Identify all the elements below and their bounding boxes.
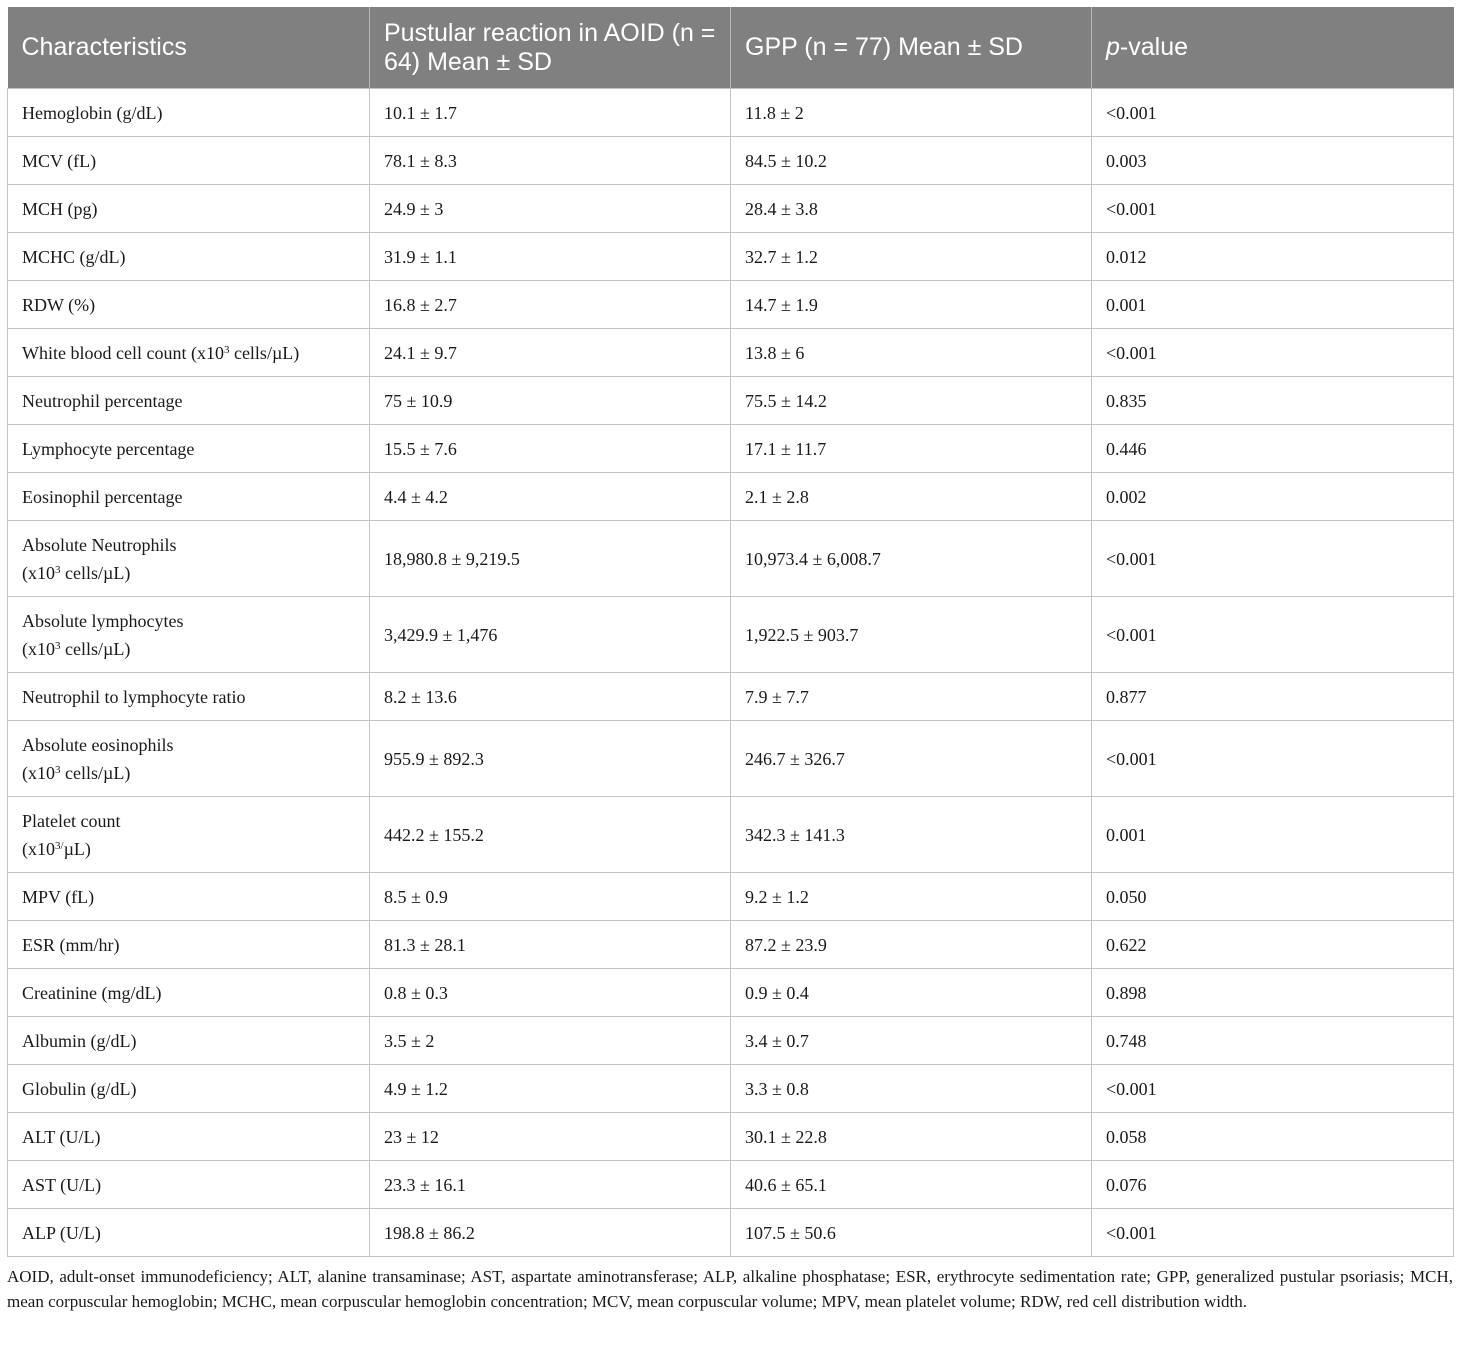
aoid-value: 24.9 ± 3 <box>370 185 731 233</box>
aoid-value: 18,980.8 ± 9,219.5 <box>370 521 731 597</box>
label-text: White blood cell count (x10 <box>22 342 224 363</box>
row-label: Creatinine (mg/dL) <box>8 969 370 1017</box>
aoid-value: 31.9 ± 1.1 <box>370 233 731 281</box>
aoid-value: 3.5 ± 2 <box>370 1017 731 1065</box>
label-line1: Absolute Neutrophils <box>22 534 177 555</box>
gpp-value: 30.1 ± 22.8 <box>731 1113 1092 1161</box>
p-value: 0.898 <box>1092 969 1454 1017</box>
table-row <box>8 1017 1454 1065</box>
gpp-value: 10,973.4 ± 6,008.7 <box>731 521 1092 597</box>
p-value: 0.012 <box>1092 233 1454 281</box>
row-label: ALP (U/L) <box>8 1209 370 1257</box>
label-text: (x10 <box>22 638 55 659</box>
p-value: 0.446 <box>1092 425 1454 473</box>
row-label <box>8 597 370 673</box>
p-value: 0.002 <box>1092 473 1454 521</box>
aoid-value: 16.8 ± 2.7 <box>370 281 731 329</box>
table-container <box>7 7 1453 1314</box>
table-row <box>8 1161 1454 1209</box>
aoid-value: 81.3 ± 28.1 <box>370 921 731 969</box>
label-text-unit: µL) <box>63 838 91 859</box>
header-p-suffix: -value <box>1119 33 1188 61</box>
aoid-value: 442.2 ± 155.2 <box>370 797 731 873</box>
gpp-value: 107.5 ± 50.6 <box>731 1209 1092 1257</box>
label-superscript: 3 <box>55 563 61 576</box>
gpp-value: 9.2 ± 1.2 <box>731 873 1092 921</box>
row-label <box>8 329 370 377</box>
row-label: Neutrophil to lymphocyte ratio <box>8 673 370 721</box>
row-label: Albumin (g/dL) <box>8 1017 370 1065</box>
p-value: 0.001 <box>1092 281 1454 329</box>
aoid-value: 4.4 ± 4.2 <box>370 473 731 521</box>
table-row <box>8 721 1454 797</box>
table-row <box>8 969 1454 1017</box>
table-row <box>8 597 1454 673</box>
gpp-value: 246.7 ± 326.7 <box>731 721 1092 797</box>
table-row <box>8 473 1454 521</box>
p-value: 0.050 <box>1092 873 1454 921</box>
label-text-unit: cells/µL) <box>60 638 131 659</box>
table-row <box>8 1113 1454 1161</box>
p-value: <0.001 <box>1092 89 1454 137</box>
gpp-value: 84.5 ± 10.2 <box>731 137 1092 185</box>
p-value: 0.748 <box>1092 1017 1454 1065</box>
aoid-value: 78.1 ± 8.3 <box>370 137 731 185</box>
row-label: MCHC (g/dL) <box>8 233 370 281</box>
label-superscript: 3 <box>55 639 61 652</box>
p-value: 0.835 <box>1092 377 1454 425</box>
row-label: Neutrophil percentage <box>8 377 370 425</box>
row-label: ALT (U/L) <box>8 1113 370 1161</box>
row-label <box>8 521 370 597</box>
row-label <box>8 721 370 797</box>
aoid-value: 198.8 ± 86.2 <box>370 1209 731 1257</box>
p-value: 0.076 <box>1092 1161 1454 1209</box>
table-row <box>8 1209 1454 1257</box>
aoid-value: 15.5 ± 7.6 <box>370 425 731 473</box>
row-label: MPV (fL) <box>8 873 370 921</box>
gpp-value: 342.3 ± 141.3 <box>731 797 1092 873</box>
aoid-value: 10.1 ± 1.7 <box>370 89 731 137</box>
gpp-value: 7.9 ± 7.7 <box>731 673 1092 721</box>
label-text-unit: cells/µL) <box>229 342 300 363</box>
table-row <box>8 797 1454 873</box>
label-text-unit: cells/µL) <box>60 562 131 583</box>
table-row <box>8 1065 1454 1113</box>
gpp-value: 17.1 ± 11.7 <box>731 425 1092 473</box>
header-gpp: GPP (n = 77) Mean ± SD <box>731 7 1092 89</box>
aoid-value: 955.9 ± 892.3 <box>370 721 731 797</box>
gpp-value: 3.3 ± 0.8 <box>731 1065 1092 1113</box>
gpp-value: 0.9 ± 0.4 <box>731 969 1092 1017</box>
p-value: 0.003 <box>1092 137 1454 185</box>
gpp-value: 1,922.5 ± 903.7 <box>731 597 1092 673</box>
p-value: <0.001 <box>1092 597 1454 673</box>
row-label: RDW (%) <box>8 281 370 329</box>
label-superscript: 3 <box>55 763 61 776</box>
row-label: Hemoglobin (g/dL) <box>8 89 370 137</box>
table-row <box>8 377 1454 425</box>
gpp-value: 40.6 ± 65.1 <box>731 1161 1092 1209</box>
header-p-value <box>1092 7 1454 89</box>
label-superscript: 3 <box>223 343 230 356</box>
table-row <box>8 137 1454 185</box>
gpp-value: 3.4 ± 0.7 <box>731 1017 1092 1065</box>
aoid-value: 8.2 ± 13.6 <box>370 673 731 721</box>
row-label: MCV (fL) <box>8 137 370 185</box>
table-row <box>8 673 1454 721</box>
label-text: (x10 <box>22 838 55 859</box>
label-text-unit: cells/µL) <box>60 762 131 783</box>
row-label: Eosinophil percentage <box>8 473 370 521</box>
label-line1: Absolute lymphocytes <box>22 610 184 631</box>
label-line1: Absolute eosinophils <box>22 734 174 755</box>
lab-characteristics-table <box>7 7 1454 1257</box>
row-label <box>8 797 370 873</box>
table-row <box>8 921 1454 969</box>
gpp-value: 75.5 ± 14.2 <box>731 377 1092 425</box>
gpp-value: 2.1 ± 2.8 <box>731 473 1092 521</box>
table-footnote: AOID, adult-onset immunodeficiency; ALT, alanine transaminase; AST, aspartate aminotransferase; ALP, alkaline phosphatase; ESR, erythrocyte sedimentation rate; GPP, generalized pustular psoriasis; MCH, mean corpuscular hemoglobin; MCHC, mean corpuscular hemoglobin concentration; MCV, mean corpuscular volume; MPV, mean platelet volume; RDW, red cell distribution width. <box>7 1267 1453 1311</box>
label-text: (x10 <box>22 562 55 583</box>
gpp-value: 28.4 ± 3.8 <box>731 185 1092 233</box>
p-value: 0.877 <box>1092 673 1454 721</box>
aoid-value: 4.9 ± 1.2 <box>370 1065 731 1113</box>
p-value: <0.001 <box>1092 521 1454 597</box>
row-label: AST (U/L) <box>8 1161 370 1209</box>
header-characteristics: Characteristics <box>8 7 370 89</box>
label-text: (x10 <box>22 762 55 783</box>
p-value: <0.001 <box>1092 1065 1454 1113</box>
aoid-value: 0.8 ± 0.3 <box>370 969 731 1017</box>
table-row <box>8 521 1454 597</box>
aoid-value: 23.3 ± 16.1 <box>370 1161 731 1209</box>
p-value: 0.622 <box>1092 921 1454 969</box>
row-label: Lymphocyte percentage <box>8 425 370 473</box>
gpp-value: 14.7 ± 1.9 <box>731 281 1092 329</box>
row-label: Globulin (g/dL) <box>8 1065 370 1113</box>
header-aoid: Pustular reaction in AOID (n = 64) Mean ± SD <box>370 7 731 89</box>
table-row <box>8 425 1454 473</box>
gpp-value: 11.8 ± 2 <box>731 89 1092 137</box>
table-row <box>8 873 1454 921</box>
table-row <box>8 89 1454 137</box>
header-p-italic: p <box>1106 33 1120 61</box>
gpp-value: 87.2 ± 23.9 <box>731 921 1092 969</box>
p-value: 0.001 <box>1092 797 1454 873</box>
gpp-value: 32.7 ± 1.2 <box>731 233 1092 281</box>
row-label: MCH (pg) <box>8 185 370 233</box>
aoid-value: 24.1 ± 9.7 <box>370 329 731 377</box>
label-line1: Platelet count <box>22 810 121 831</box>
aoid-value: 75 ± 10.9 <box>370 377 731 425</box>
row-label: ESR (mm/hr) <box>8 921 370 969</box>
aoid-value: 8.5 ± 0.9 <box>370 873 731 921</box>
p-value: <0.001 <box>1092 1209 1454 1257</box>
header-row <box>8 7 1454 89</box>
table-row <box>8 329 1454 377</box>
table-row <box>8 281 1454 329</box>
label-superscript: 3/ <box>55 839 64 852</box>
p-value: <0.001 <box>1092 329 1454 377</box>
p-value: <0.001 <box>1092 185 1454 233</box>
aoid-value: 23 ± 12 <box>370 1113 731 1161</box>
table-row <box>8 185 1454 233</box>
aoid-value: 3,429.9 ± 1,476 <box>370 597 731 673</box>
p-value: <0.001 <box>1092 721 1454 797</box>
gpp-value: 13.8 ± 6 <box>731 329 1092 377</box>
p-value: 0.058 <box>1092 1113 1454 1161</box>
table-row <box>8 233 1454 281</box>
